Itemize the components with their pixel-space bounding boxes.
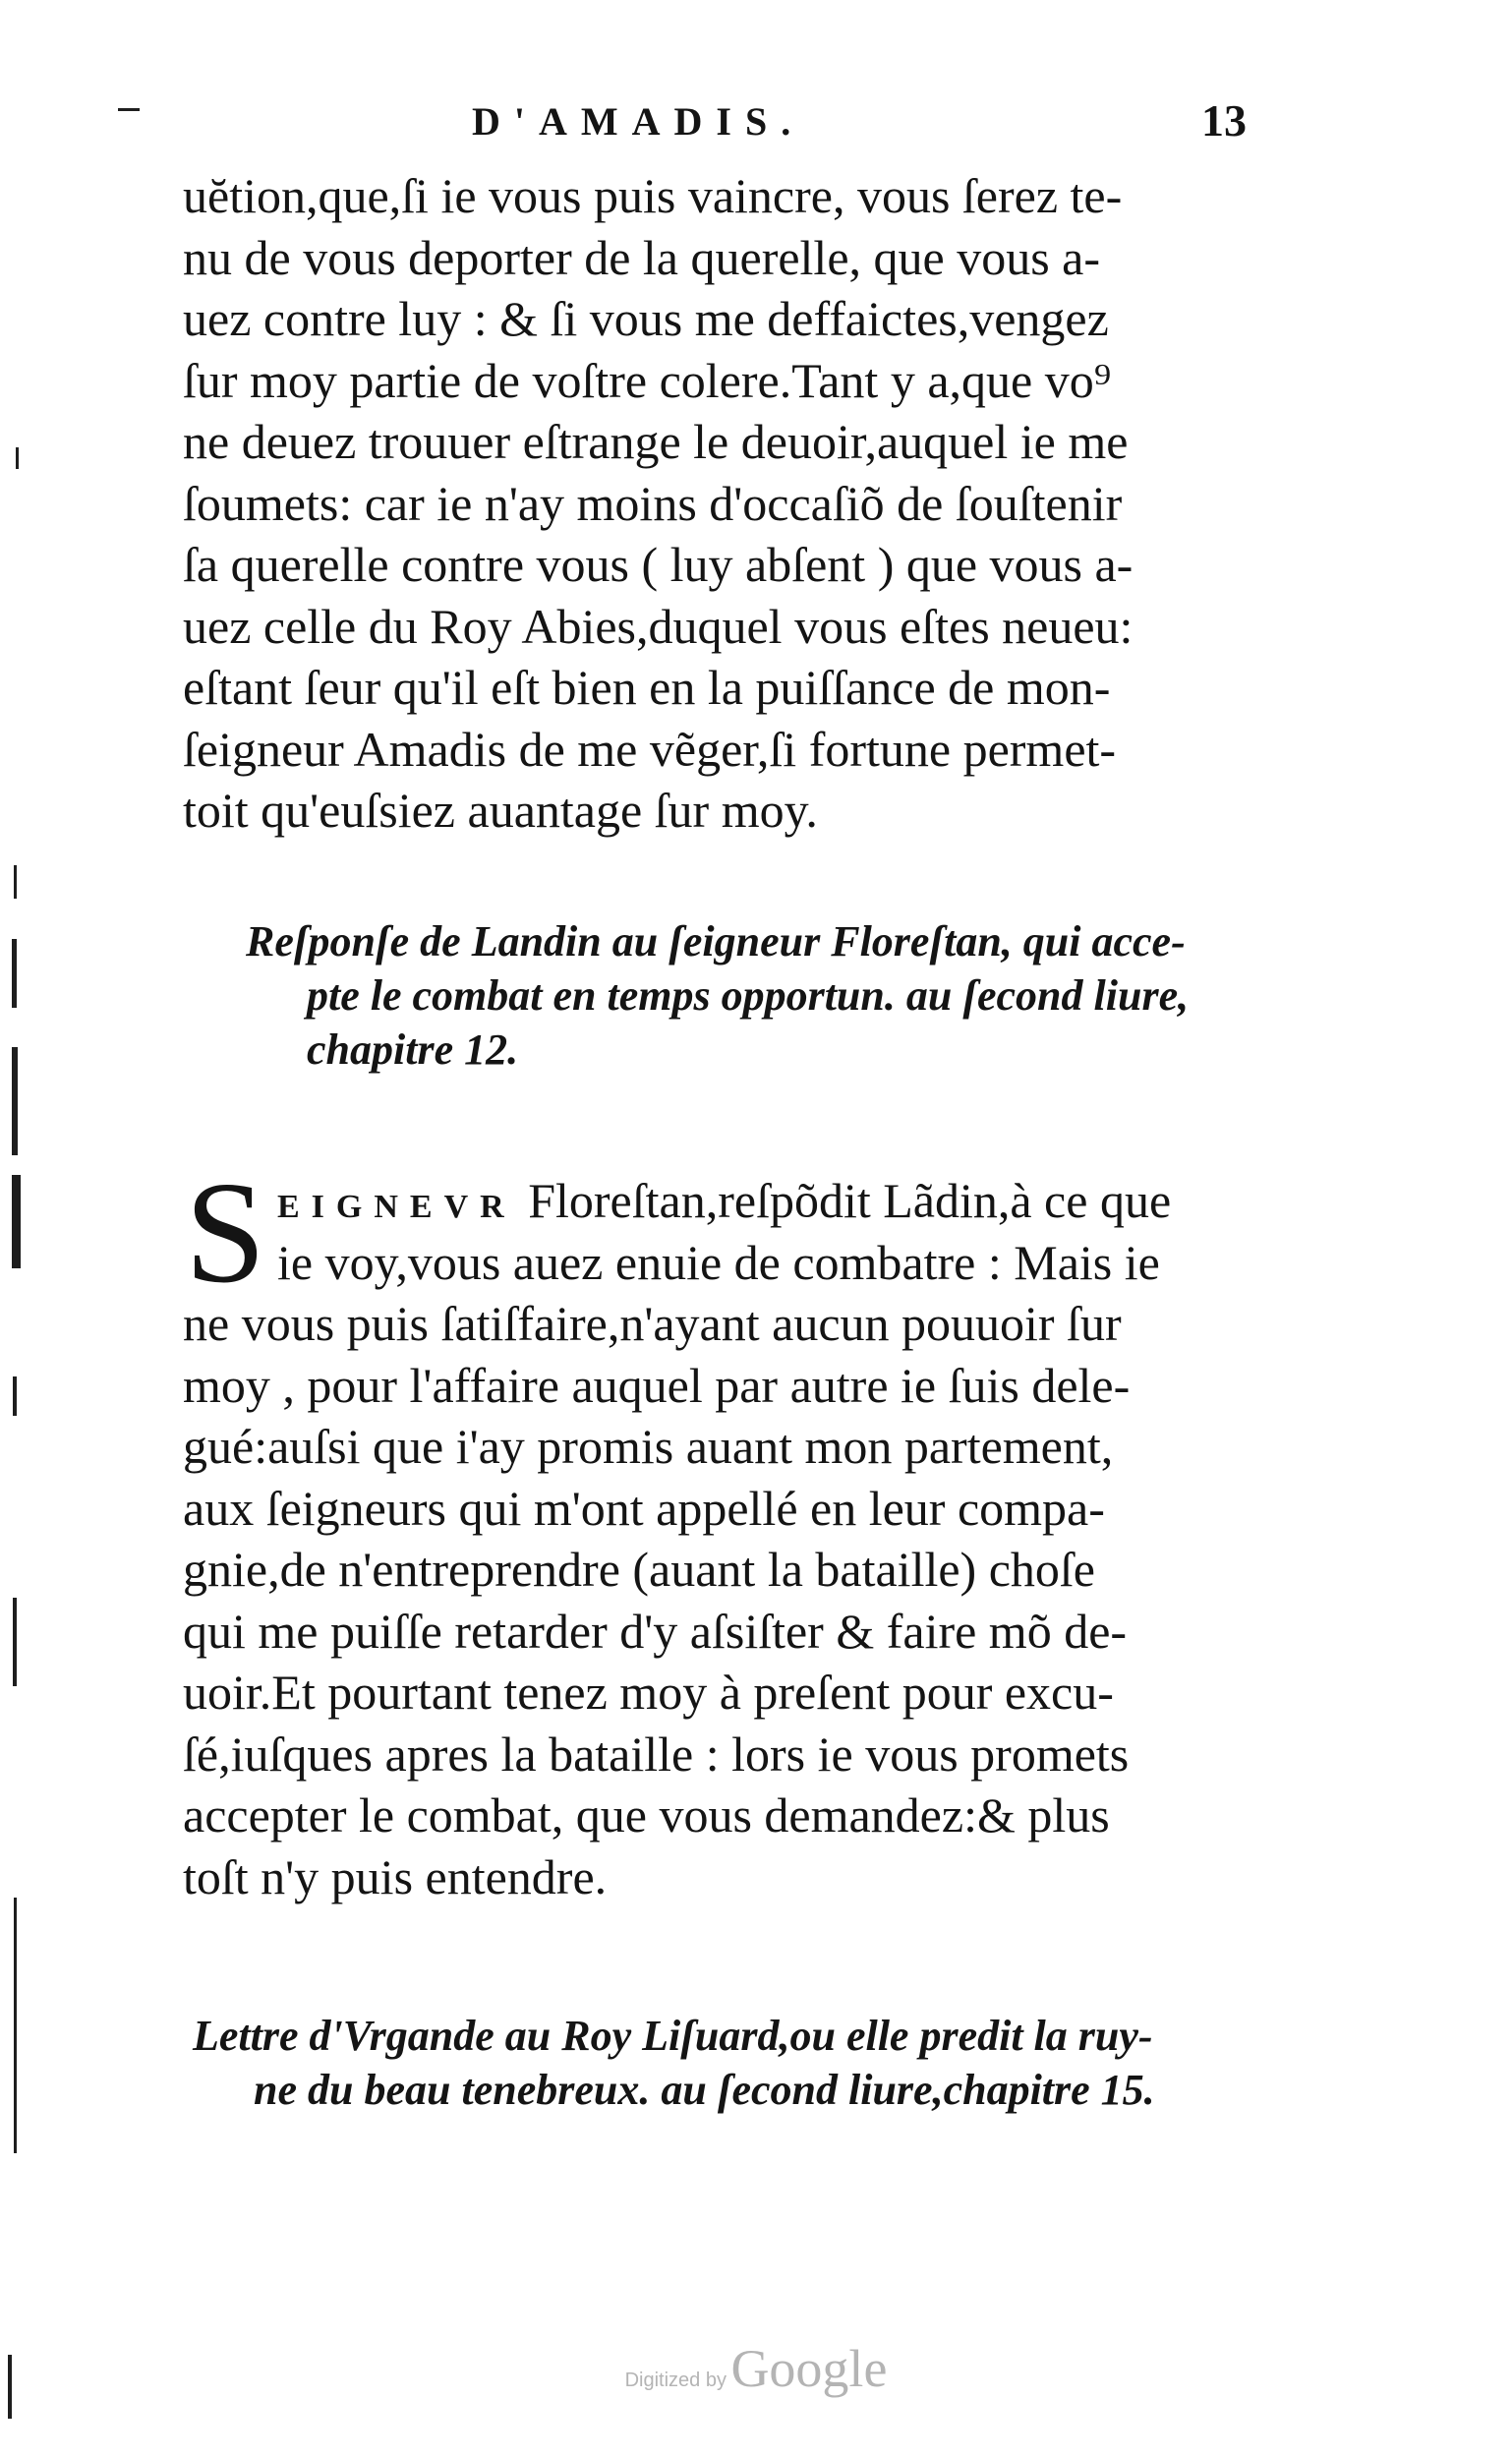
margin-speck <box>12 1047 18 1155</box>
margin-speck <box>12 939 17 1008</box>
text-line: toit qu'euſsiez auantage ſur moy. <box>183 783 818 838</box>
running-head: D'AMADIS. <box>472 99 805 144</box>
text-line: toſt n'y puis entendre. <box>183 1848 608 1904</box>
text-line: eſtant ſeur qu'il eſt bien en la puiſſance de mon- <box>183 660 1111 715</box>
digitized-by-text: Digitized by <box>624 2370 727 2391</box>
heading-line: Reſponſe de Landin au ſeigneur Floreſtan, qui acce- <box>246 917 1186 966</box>
text-line: accepter le combat, que vous demandez:& plus <box>183 1787 1110 1843</box>
text-line: ne vous puis ſatiſfaire,n'ayant aucun pouuoir ſur <box>183 1296 1122 1351</box>
margin-speck <box>14 865 17 899</box>
google-wordmark: Google <box>730 2339 888 2398</box>
text-line: qui me puiſſe retarder d'y aſsiſter & faire mõ de- <box>183 1603 1128 1659</box>
margin-speck <box>12 1175 21 1268</box>
paragraph-2 <box>183 1152 1274 1907</box>
margin-speck <box>118 108 140 111</box>
text-line: ſur moy partie de voſtre colere.Tant y a,que vo⁹ <box>183 352 1112 408</box>
heading-line: Lettre d'Vrgande au Roy Liſuard,ou elle predit la ruy- <box>193 2012 1153 2060</box>
text-line: uez celle du Roy Abies,duquel vous eſtes neueu: <box>183 598 1134 654</box>
text-line: uez contre luy : & ſi vous me deffaictes,vengez <box>183 291 1109 346</box>
text-line: uĕtion,que,ſi ie vous puis vaincre, vous ſerez te- <box>183 168 1123 223</box>
text-line: uoir.Et pourtant tenez moy à preſent pour excu- <box>183 1665 1114 1720</box>
page-number: 13 <box>1201 95 1247 146</box>
text-line: ie voy,vous auez enuie de combatre : Mais ie <box>277 1234 1160 1290</box>
drop-cap: S <box>185 1152 266 1314</box>
text-line: gué:auſsi que i'ay promis auant mon partement, <box>183 1419 1114 1474</box>
text-line: ſoumets: car ie n'ay moins d'occaſiõ de ſouſtenir <box>183 475 1123 531</box>
drop-cap-opening <box>183 1152 1274 1314</box>
margin-speck <box>14 1898 17 2153</box>
text-run: Floreſtan,reſpõdit Lãdin,à ce que <box>515 1173 1172 1228</box>
text-line <box>183 1170 1274 1232</box>
heading-line: ne du beau tenebreux. au ſecond liure,chapitre 15. <box>254 2066 1155 2114</box>
text-line: aux ſeigneurs qui m'ont appellé en leur compa- <box>183 1480 1105 1536</box>
margin-speck <box>16 447 19 469</box>
text-line: gnie,de n'entreprendre (auant la bataille) choſe <box>183 1542 1095 1597</box>
text-line: ſé,iuſques apres la bataille : lors ie vous promets <box>183 1726 1130 1782</box>
heading-line: chapitre 12. <box>307 1025 519 1074</box>
small-caps-word: EIGNEVR <box>277 1189 516 1225</box>
text-line: ſa querelle contre vous ( luy abſent ) que vous a- <box>183 537 1134 592</box>
heading-line: pte le combat en temps opportun. au ſecond liure, <box>307 971 1190 1020</box>
margin-speck <box>13 1598 17 1686</box>
text-line: moy , pour l'affaire auquel par autre ie ſuis dele- <box>183 1357 1131 1413</box>
digitization-watermark <box>0 2338 1512 2399</box>
text-line: nu de vous deporter de la querelle, que vous a- <box>183 229 1101 285</box>
text-line: ſeigneur Amadis de me vẽger,ſi fortune permet- <box>183 721 1117 777</box>
paragraph-1 <box>183 165 1274 842</box>
section-heading-2 <box>193 2009 1284 2117</box>
margin-speck <box>13 1376 17 1416</box>
section-heading-1 <box>246 914 1278 1077</box>
text-line: ne deuez trouuer eſtrange le deuoir,auquel ie me <box>183 414 1129 469</box>
